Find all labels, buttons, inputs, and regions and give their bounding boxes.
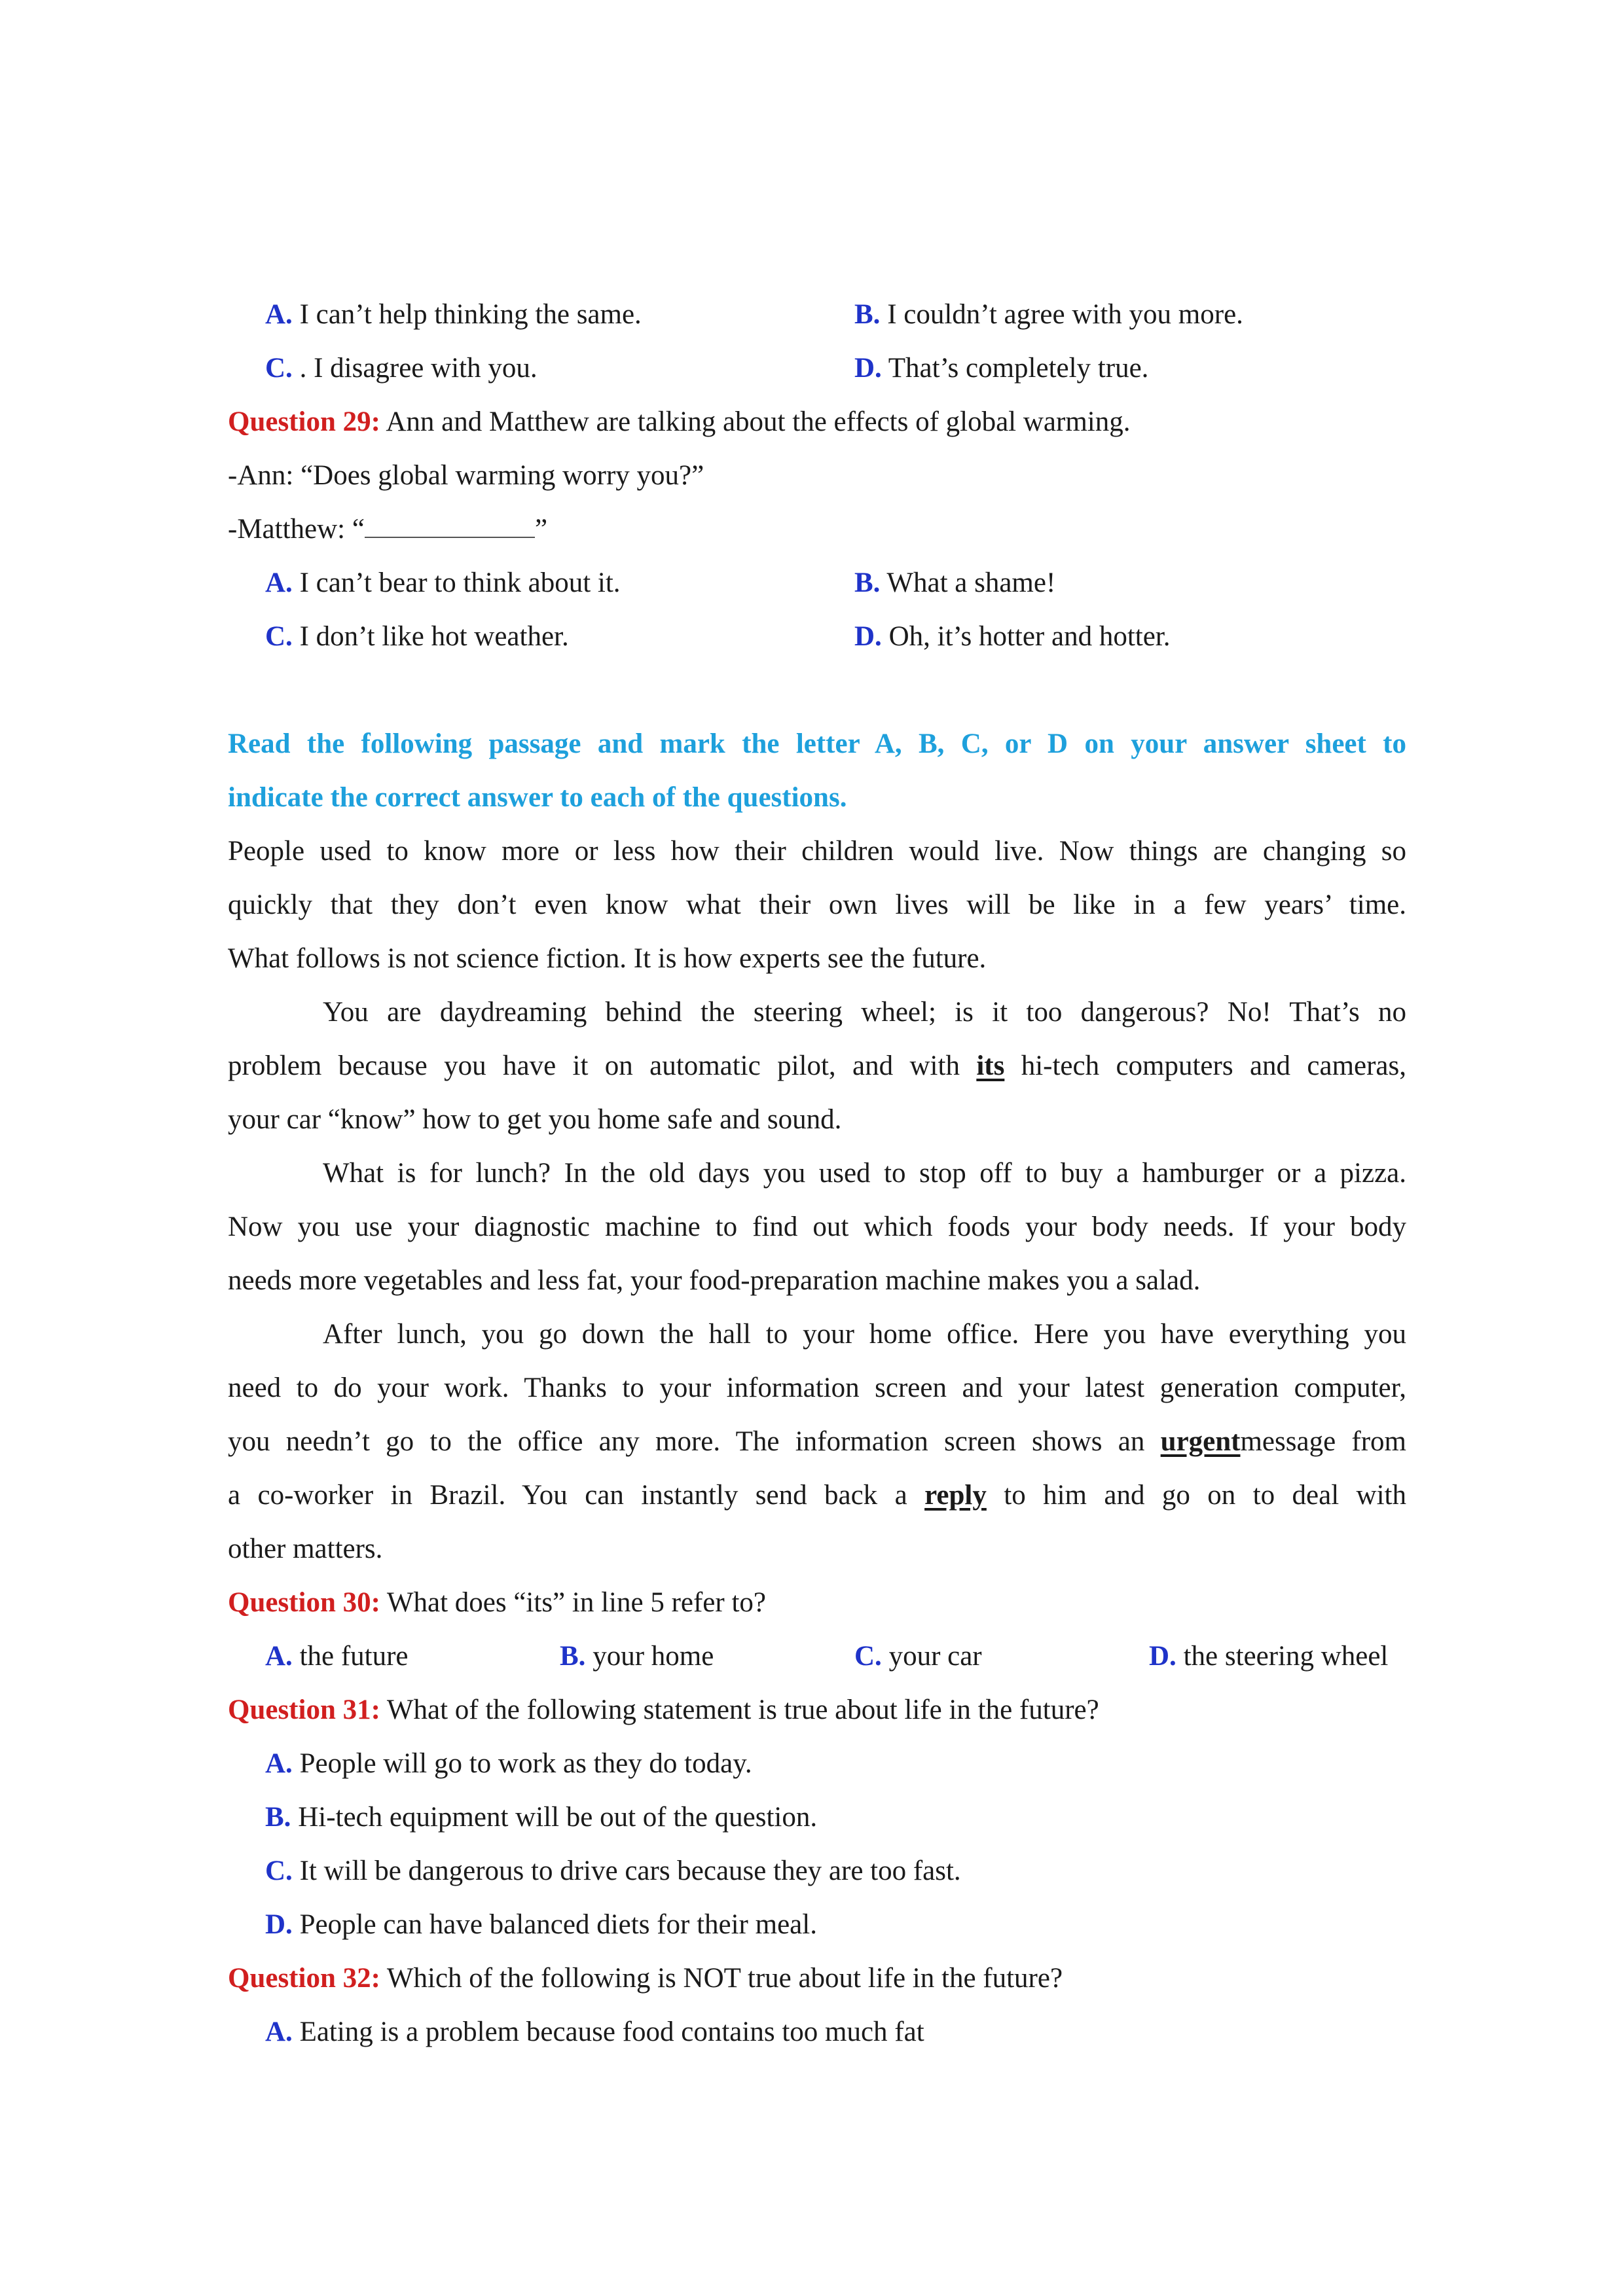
q28-option-c[interactable]: C. . I disagree with you. bbox=[265, 353, 538, 384]
answer-blank bbox=[365, 511, 535, 538]
q32-prompt: Which of the following is NOT true about life in the future? bbox=[380, 1963, 1063, 1994]
q29-dialogue-matthew: -Matthew: “ ” bbox=[228, 503, 1406, 556]
q32-label: Question 32: bbox=[228, 1963, 380, 1994]
q32-question bbox=[228, 1952, 1406, 2005]
q29-question bbox=[228, 395, 1406, 449]
passage-p2-line-1: You are daydreaming behind the steering wheel; is it too dangerous? No! That’s no bbox=[323, 997, 1406, 1028]
q28-options-row-1 bbox=[228, 288, 1406, 342]
q30-option-b[interactable]: B. your home bbox=[560, 1641, 714, 1672]
passage-p1-line-3: What follows is not science fiction. It is how experts see the future. bbox=[228, 943, 987, 974]
passage-p4-line-1: After lunch, you go down the hall to your home office. Here you have everything you bbox=[323, 1319, 1406, 1350]
passage-p2-line-2: problem because you have it on automatic pilot, and with its hi-tech computers and cameras, bbox=[228, 1050, 1406, 1081]
q31-label: Question 31: bbox=[228, 1695, 380, 1725]
q31-option-b-row bbox=[228, 1791, 1406, 1844]
page-content bbox=[228, 288, 1406, 2059]
passage-p1-line-1: People used to know more or less how their children would live. Now things are changing so bbox=[228, 836, 1406, 867]
underlined-word-its: its bbox=[976, 1050, 1005, 1081]
passage-p4-line-2: need to do your work. Thanks to your information screen and your latest generation computer, bbox=[228, 1372, 1406, 1403]
passage-p4-line-5: other matters. bbox=[228, 1534, 383, 1564]
q29-label: Question 29: bbox=[228, 406, 380, 437]
q32-option-a[interactable]: A. Eating is a problem because food contains too much fat bbox=[265, 2017, 924, 2047]
q30-prompt: What does “its” in line 5 refer to? bbox=[380, 1587, 766, 1618]
q31-question bbox=[228, 1683, 1406, 1737]
q28-option-d[interactable]: D. That’s completely true. bbox=[854, 353, 1149, 384]
passage-p2-line-3: your car “know” how to get you home safe and sound. bbox=[228, 1104, 842, 1135]
q29-option-a[interactable]: A. I can’t bear to think about it. bbox=[265, 567, 621, 598]
spacer bbox=[228, 664, 1406, 717]
q31-option-d-row bbox=[228, 1898, 1406, 1952]
q31-option-a[interactable]: A. People will go to work as they do today. bbox=[265, 1748, 752, 1779]
q31-option-b[interactable]: B. Hi-tech equipment will be out of the question. bbox=[265, 1802, 818, 1833]
passage-p3-line-2: Now you use your diagnostic machine to find out which foods your body needs. If your body bbox=[228, 1211, 1406, 1242]
q31-option-c[interactable]: C. It will be dangerous to drive cars because they are too fast. bbox=[265, 1856, 961, 1886]
passage-p3-line-1: What is for lunch? In the old days you used to stop off to buy a hamburger or a pizza. bbox=[323, 1158, 1406, 1189]
passage-p3-line-3: needs more vegetables and less fat, your food-preparation machine makes you a salad. bbox=[228, 1265, 1201, 1296]
q30-options-row bbox=[228, 1630, 1406, 1683]
q30-option-a[interactable]: A. the future bbox=[265, 1641, 409, 1672]
q31-option-c-row bbox=[228, 1844, 1406, 1898]
q29-prompt: Ann and Matthew are talking about the effects of global warming. bbox=[380, 406, 1131, 437]
passage-p4-line-4: a co-worker in Brazil. You can instantly send back a reply to him and go on to deal with bbox=[228, 1480, 1407, 1511]
q29-option-c[interactable]: C. I don’t like hot weather. bbox=[265, 621, 569, 652]
q28-option-b[interactable]: B. I couldn’t agree with you more. bbox=[854, 299, 1243, 330]
passage-p4-line-3: you needn’t go to the office any more. The information screen shows an urgentmessage from bbox=[228, 1426, 1406, 1457]
q30-label: Question 30: bbox=[228, 1587, 380, 1618]
q28-option-a[interactable]: A. I can’t help thinking the same. bbox=[265, 299, 642, 330]
q31-option-a-row bbox=[228, 1737, 1406, 1791]
instruction-line-2: indicate the correct answer to each of the questions. bbox=[228, 782, 847, 813]
q29-option-b[interactable]: B. What a shame! bbox=[854, 567, 1056, 598]
passage-p1-line-2: quickly that they don’t even know what their own lives will be like in a few years’ time. bbox=[228, 889, 1406, 920]
q30-question bbox=[228, 1576, 1406, 1630]
q30-option-d[interactable]: D. the steering wheel bbox=[1149, 1641, 1389, 1672]
q31-option-d[interactable]: D. People can have balanced diets for their meal. bbox=[265, 1909, 817, 1940]
q28-options-row-2 bbox=[228, 342, 1406, 395]
q29-dialogue-ann: -Ann: “Does global warming worry you?” bbox=[228, 460, 704, 491]
instruction-line-1: Read the following passage and mark the letter A, B, C, or D on your answer sheet to bbox=[228, 728, 1406, 759]
q29-options-row-2 bbox=[228, 610, 1406, 664]
underlined-word-reply: reply bbox=[924, 1480, 987, 1511]
q31-prompt: What of the following statement is true about life in the future? bbox=[380, 1695, 1099, 1725]
underlined-word-urgent: urgent bbox=[1160, 1426, 1241, 1457]
q29-options-row-1 bbox=[228, 556, 1406, 610]
q32-option-a-row bbox=[228, 2005, 1406, 2059]
q30-option-c[interactable]: C. your car bbox=[854, 1641, 982, 1672]
q29-option-d[interactable]: D. Oh, it’s hotter and hotter. bbox=[854, 621, 1171, 652]
